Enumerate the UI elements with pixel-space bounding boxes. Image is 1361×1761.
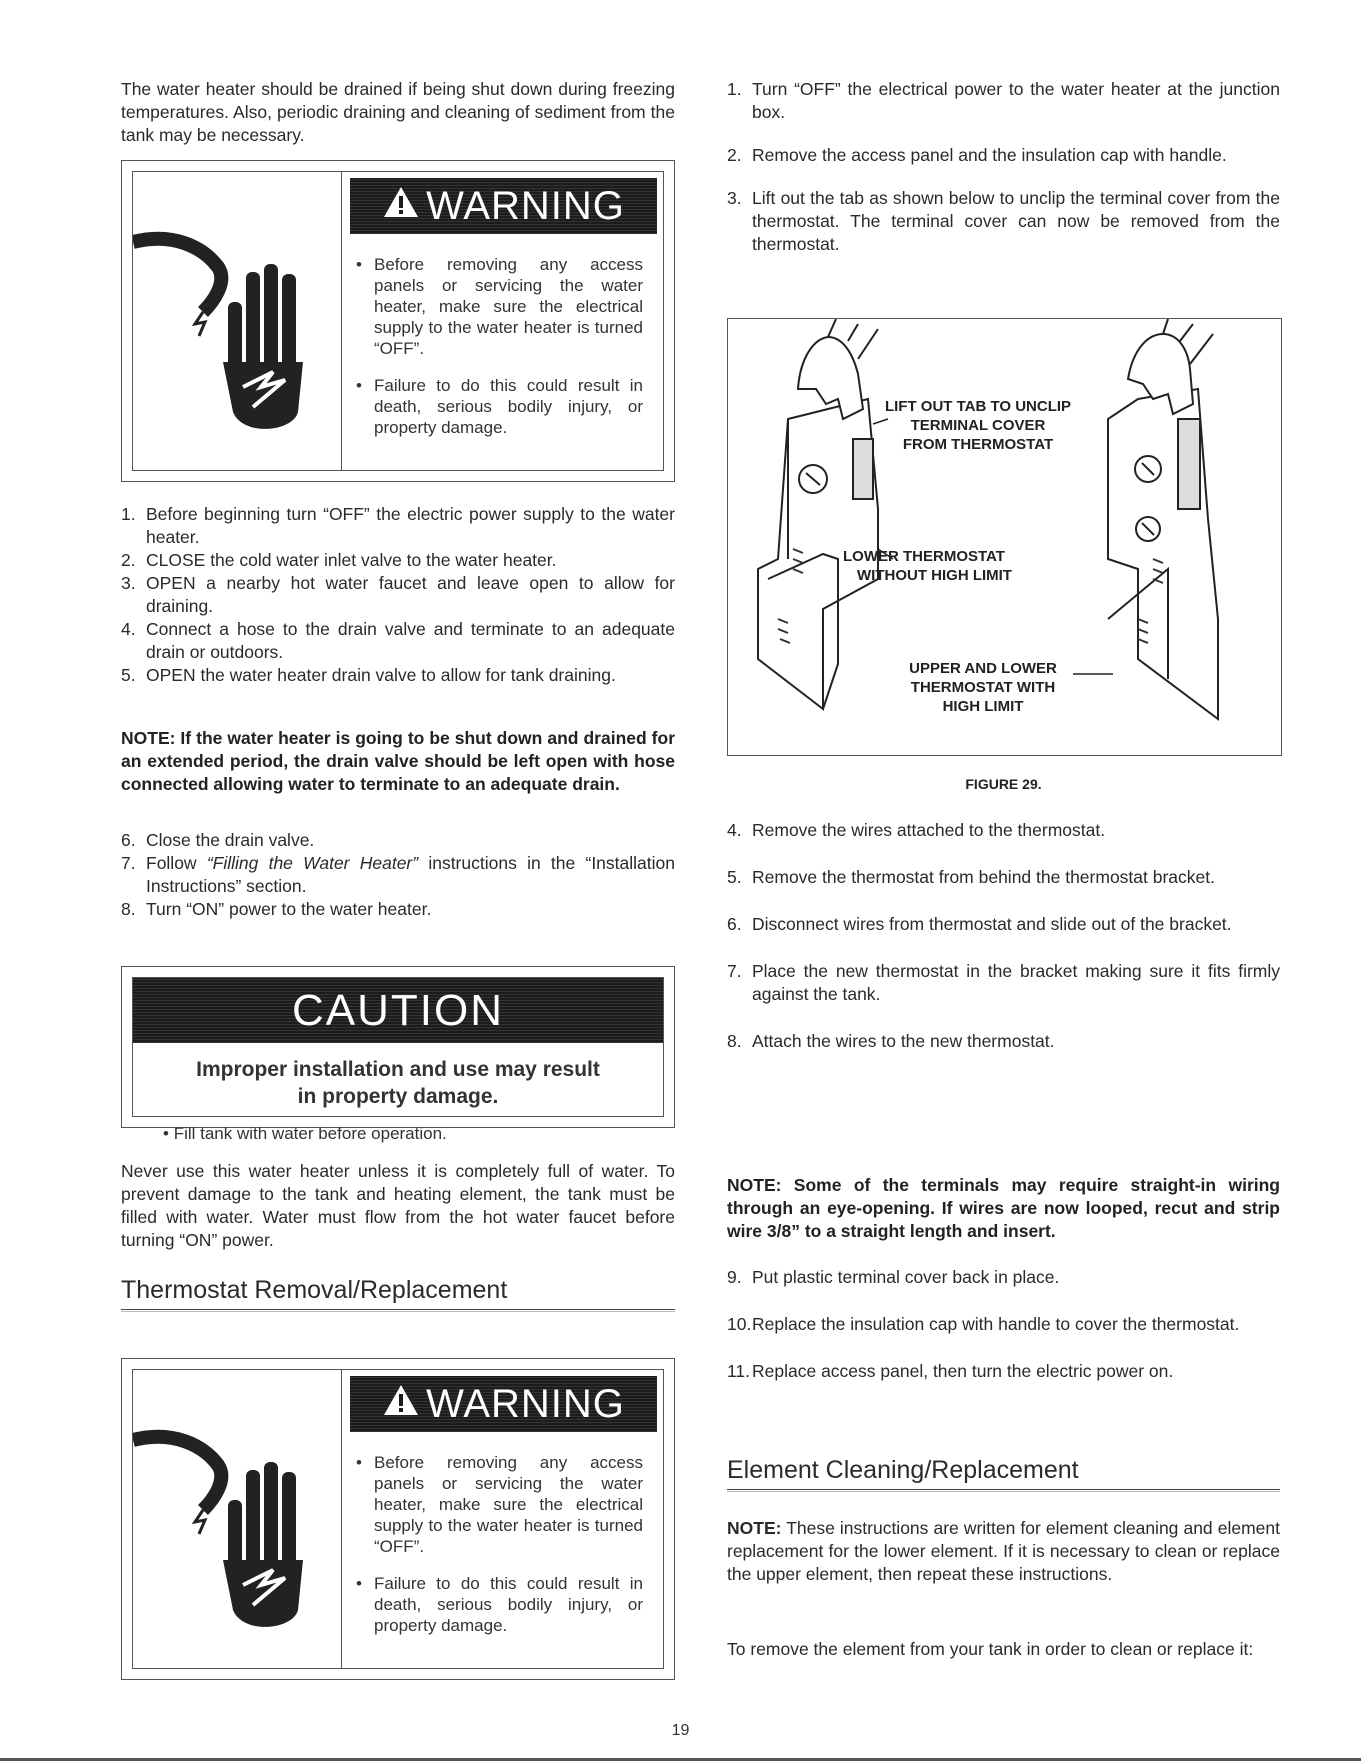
remove-element-intro: To remove the element from your tank in order to clean or replace it: (727, 1639, 1254, 1659)
list-item: 2. Remove the access panel and the insulation cap with handle. (727, 145, 1227, 165)
section-title-thermostat: Thermostat Removal/Replacement (121, 1276, 508, 1304)
drain-note: NOTE: If the water heater is going to be shut down and drained for an extended period, the drain valve should be left open with hose connected allowing water to terminate to an adequate drain. (121, 728, 675, 794)
caution-bullet: • Fill tank with water before operation. (163, 1124, 447, 1143)
figure-caption: FIGURE 29. (965, 776, 1042, 792)
warning-text-column-1 (341, 172, 663, 470)
warning-bullet: • Failure to do this could result in death, serious bodily injury, or property damage. (356, 1574, 643, 1635)
thermostat-steps-c (727, 1266, 1280, 1383)
warning-banner-2 (350, 1376, 657, 1432)
shock-hazard-icon (133, 172, 341, 470)
list-item: 5. Remove the thermostat from behind the thermostat bracket. (727, 867, 1215, 887)
divider (133, 1116, 663, 1117)
list-item: 3. OPEN a nearby hot water faucet and leave open to allow for draining. (121, 573, 675, 616)
list-item: 3. Lift out the tab as shown below to unclip the terminal cover from the thermostat. The terminal cover can now be removed from the thermostat. (727, 188, 1280, 254)
warning-box-1-inner (132, 171, 664, 471)
figure-29 (727, 318, 1282, 756)
list-item: 6. Close the drain valve. (121, 830, 315, 850)
warning-title-2: WARNING (426, 1381, 625, 1426)
element-note: NOTE: These instructions are written for element cleaning and element replacement for the lower element. If it is necessary to clean or replace the upper element, then repeat these instructions. (727, 1518, 1280, 1584)
list-item: 6. Disconnect wires from thermostat and slide out of the bracket. (727, 914, 1232, 934)
list-item: 2. CLOSE the cold water inlet valve to the water heater. (121, 550, 557, 570)
section-thermostat (121, 1276, 675, 1312)
warning-bullet: • Before removing any access panels or servicing the water heater, make sure the electrical supply to the water heater is turned “OFF”. (356, 255, 643, 358)
list-item: 7. Place the new thermostat in the bracket making sure it fits firmly against the tank. (727, 961, 1280, 1004)
label-lift-tab: LIFT OUT TAB TO UNCLIP TERMINAL COVER FROM THERMOSTAT (884, 398, 1072, 453)
divider (121, 1309, 675, 1312)
list-item: 1. Turn “OFF” the electrical power to the water heater at the junction box. (727, 79, 1280, 122)
list-item: 5. OPEN the water heater drain valve to allow for tank draining. (121, 665, 616, 685)
section-title-element: Element Cleaning/Replacement (727, 1456, 1079, 1484)
page-number: 19 (671, 1722, 690, 1739)
thermostat-steps-a (727, 78, 1280, 256)
section-element (727, 1456, 1280, 1492)
warning-text-column-2 (341, 1370, 663, 1668)
warning-box-2-inner (132, 1369, 664, 1669)
warning-triangle-icon (382, 184, 420, 229)
list-item: 1. Before beginning turn “OFF” the electric power supply to the water heater. (121, 504, 675, 547)
caution-box-inner (132, 977, 664, 1143)
warning-title-1: WARNING (426, 183, 625, 228)
drain-steps-list-2 (121, 829, 675, 921)
warning-box-2 (121, 1358, 675, 1680)
warning-bullets-1 (356, 254, 643, 454)
drain-intro: The water heater should be drained if being shut down during freezing temperatures. Also, periodic draining and cleaning of sediment from the tank may be necessary. (121, 79, 675, 145)
list-item: 4. Connect a hose to the drain valve and terminate to an adequate drain or outdoors. (121, 619, 675, 662)
list-item: 7. Follow “Filling the Water Heater” instructions in the “Installation Instructions” section. (121, 853, 675, 896)
list-item: 9. Put plastic terminal cover back in place. (727, 1267, 1060, 1287)
list-item: 10. Replace the insulation cap with handle to cover the thermostat. (727, 1314, 1240, 1334)
warning-bullet: • Failure to do this could result in death, serious bodily injury, or property damage. (356, 376, 643, 437)
caution-box (121, 966, 675, 1143)
drain-steps-list (121, 503, 675, 687)
warning-banner-1 (350, 178, 657, 234)
warning-triangle-icon (382, 1382, 420, 1427)
warning-bullets-2 (356, 1452, 643, 1652)
thermostat-steps-b (727, 819, 1280, 1053)
list-item: 8. Attach the wires to the new thermostat. (727, 1031, 1055, 1051)
list-item: 8. Turn “ON” power to the water heater. (121, 899, 432, 919)
shock-hazard-icon (133, 1370, 341, 1668)
warning-bullet: • Before removing any access panels or servicing the water heater, make sure the electrical supply to the water heater is turned “OFF”. (356, 1453, 643, 1556)
never-use-paragraph: Never use this water heater unless it is completely full of water. To prevent damage to the tank and heating element, the tank must be filled with water. Water must flow from the hot water faucet before turning “ON” power. (121, 1161, 675, 1250)
warning-box-1 (121, 160, 675, 482)
label-lower-thermostat: LOWER THERMOSTAT WITHOUT HIGH LIMIT (843, 548, 1012, 584)
list-item: 11. Replace access panel, then turn the electric power on. (727, 1361, 1174, 1381)
divider (727, 1489, 1280, 1492)
wiring-note: NOTE: Some of the terminals may require straight-in wiring through an eye-opening. If wires are now looped, recut and strip wire 3/8” to a straight length and insert. (727, 1175, 1280, 1241)
list-item: 4. Remove the wires attached to the thermostat. (727, 820, 1106, 840)
label-upper-lower-thermostat: UPPER AND LOWER THERMOSTAT WITH HIGH LIMIT (909, 660, 1057, 715)
caution-headline: Improper installation and use may result in property damage. (196, 1058, 600, 1108)
caution-banner: CAUTION (133, 978, 663, 1043)
